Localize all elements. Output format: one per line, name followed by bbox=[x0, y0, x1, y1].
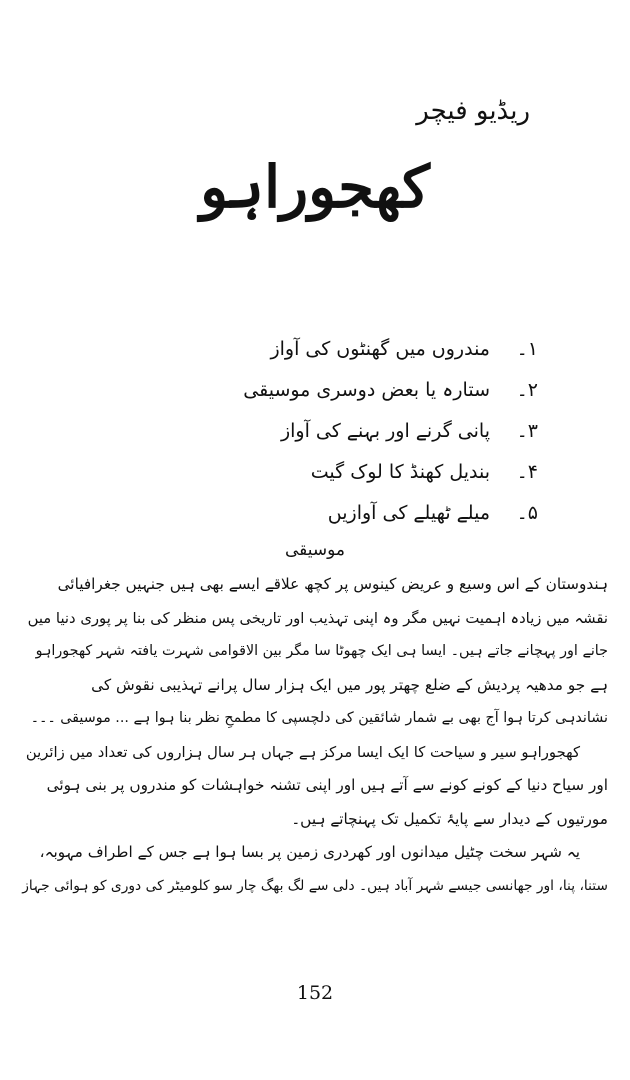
body-line: نشاندہی کرتا ہوا آج بھی بے شمار شائقین کی دلچسپی کا مطمحِ نظر بنا ہوا ہے ... موسیقی ۔۔۔ bbox=[30, 710, 608, 726]
list-item-number: ۱۔ bbox=[516, 338, 538, 360]
genre-label: ریڈیو فیچر bbox=[416, 96, 530, 126]
body-text bbox=[22, 568, 608, 903]
list-item-text: میلے ٹھیلے کی آوازیں bbox=[327, 502, 490, 524]
body-line: مورتیوں کے دیدار سے پایۂ تکمیل تک پہنچاتے ہیں۔ bbox=[291, 809, 608, 828]
body-line: ہے جو مدھیہ پردیش کے ضلع چھتر پور میں ایک ہزار سال پرانے تہذیبی نقوش کی bbox=[91, 675, 608, 694]
page-number: 152 bbox=[296, 982, 334, 1004]
list-item-number: ۲۔ bbox=[516, 379, 538, 401]
list-item-text: مندروں میں گھنٹوں کی آواز bbox=[270, 338, 490, 360]
sound-cue-list bbox=[238, 338, 538, 543]
list-item-text: پانی گرنے اور بہنے کی آواز bbox=[280, 420, 490, 442]
list-item bbox=[238, 420, 538, 461]
body-line: اور سیاح دنیا کے کونے کونے سے آتے ہیں اور اپنی تشنہ خواہشات کو مندروں پر بنی ہوئی bbox=[46, 776, 608, 794]
list-item-number: ۴۔ bbox=[516, 461, 538, 483]
body-line: کھجوراہو سیر و سیاحت کا ایک ایسا مرکز ہے جہاں ہر سال ہزاروں کی تعداد میں زائرین bbox=[25, 743, 580, 761]
section-heading: موسیقی bbox=[284, 540, 346, 560]
list-item bbox=[238, 379, 538, 420]
list-item bbox=[238, 502, 538, 543]
list-item-text: بندیل کھنڈ کا لوک گیت bbox=[310, 461, 490, 483]
body-line: ستنا، پنا، اور جھانسی جیسے شہر آباد ہیں۔ دلی سے لگ بھگ چار سو کلومیٹر کی دوری کو ہوائی جہاز bbox=[22, 877, 608, 894]
list-item bbox=[238, 338, 538, 379]
list-item-number: ۳۔ bbox=[516, 420, 538, 442]
list-item bbox=[238, 461, 538, 502]
list-item-number: ۵۔ bbox=[516, 502, 538, 524]
body-line: ہندوستان کے اس وسیع و عریض کینوس پر کچھ علاقے ایسے بھی ہیں جنہیں جغرافیائی bbox=[57, 575, 608, 593]
body-line: جانے اور پہچانے جاتے ہیں۔ ایسا ہی ایک چھوٹا سا مگر بین الاقوامی شہرت یافتہ شہر کھجوراہو bbox=[35, 643, 608, 659]
body-line: یہ شہر سخت چٹیل میدانوں اور کھردری زمین پر بسا ہوا ہے جس کے اطراف مہوبہ، bbox=[39, 843, 580, 861]
body-line: نقشہ میں زیادہ اہمیت نہیں مگر وہ اپنی تہذیب اور تاریخی پس منظر کی بنا پر پوری دنیا میں bbox=[27, 609, 608, 627]
list-item-text: ستارہ یا بعض دوسری موسیقی bbox=[243, 379, 490, 401]
page-title: کھجوراہو bbox=[200, 153, 430, 221]
